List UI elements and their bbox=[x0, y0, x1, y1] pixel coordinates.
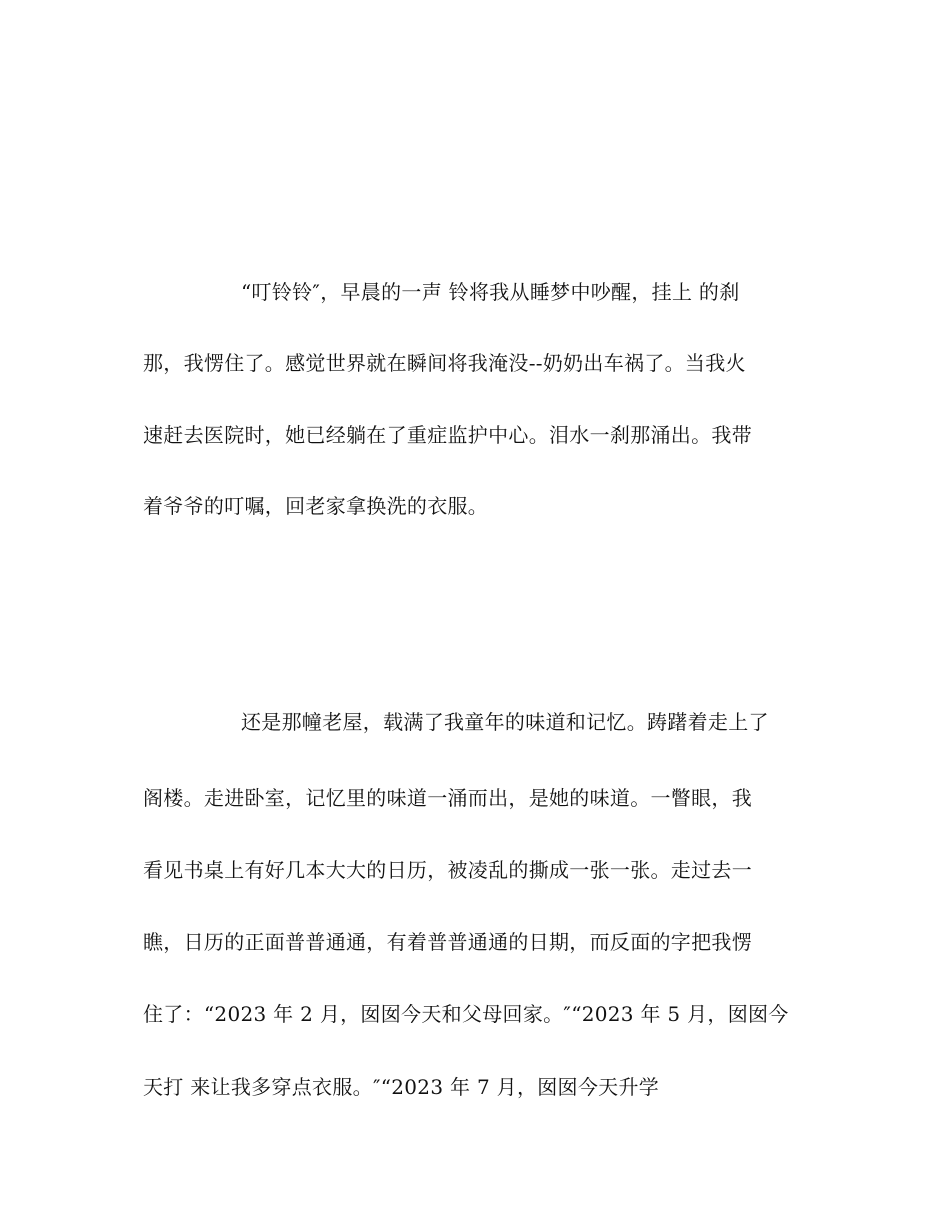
paragraph-line: 天打 来让我多穿点衣服。″“2023 年 7 月，囡囡今天升学 bbox=[143, 1075, 660, 1099]
paragraph-line: 瞧，日历的正面普普通通，有着普普通通的日期，而反面的字把我愣 bbox=[143, 930, 752, 954]
paragraph-line: 还是那幢老屋，载满了我童年的味道和记忆。踌躇着走上了 bbox=[241, 710, 769, 734]
paragraph-line: 住了：“2023 年 2 月，囡囡今天和父母回家。″“2023 年 5 月，囡囡今 bbox=[143, 1002, 789, 1026]
paragraph-line: 阁楼。走进卧室，记忆里的味道一涌而出，是她的味道。一瞥眼，我 bbox=[143, 786, 752, 810]
paragraph-line: 着爷爷的叮嘱，回老家拿换洗的衣服。 bbox=[143, 494, 489, 518]
paragraph-line: 速赶去医院时，她已经躺在了重症监护中心。泪水一刹那涌出。我带 bbox=[143, 423, 752, 447]
paragraph-line: “叮铃铃″，早晨的一声 铃将我从睡梦中吵醒，挂上 的刹 bbox=[241, 280, 740, 304]
paragraph-line: 那，我愣住了。感觉世界就在瞬间将我淹没--奶奶出车祸了。当我火 bbox=[143, 351, 746, 375]
paragraph-line: 看见书桌上有好几本大大的日历，被凌乱的撕成一张一张。走过去一 bbox=[143, 858, 752, 882]
